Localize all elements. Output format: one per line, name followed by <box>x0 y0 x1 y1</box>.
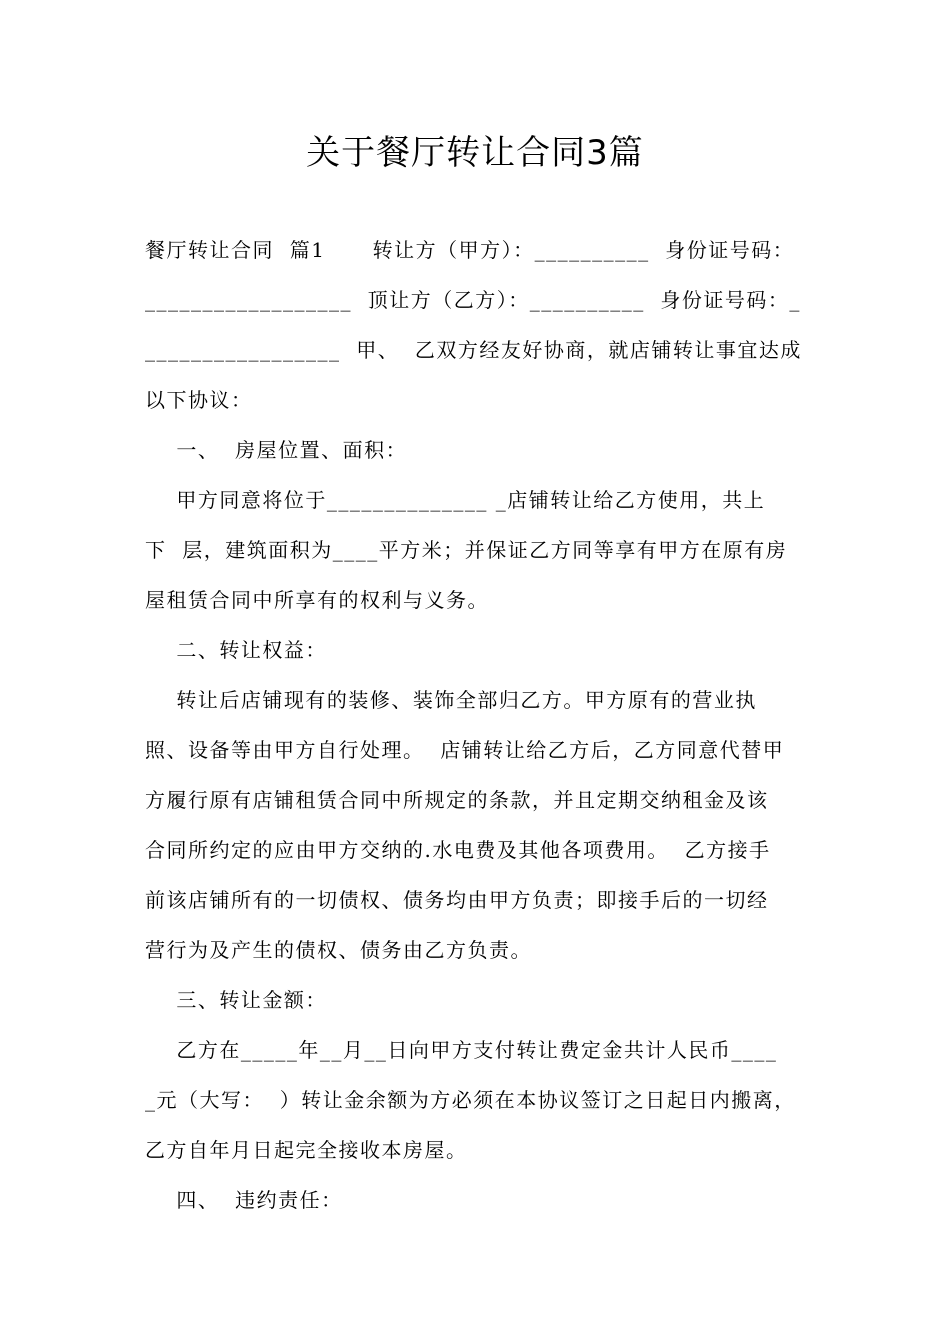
paragraph-line: 营行为及产生的债权、债务由乙方负责。 <box>145 938 532 962</box>
paragraph-line: 屋租赁合同中所享有的权利与义务。 <box>145 588 489 612</box>
section-heading: 四、 违约责任： <box>145 1188 343 1212</box>
paragraph-line: 合同所约定的应由甲方交纳的.水电费及其他各项费用。 乙方接手 <box>145 838 771 862</box>
paragraph-line: 乙方在_____年__月__日向甲方支付转让费定金共计人民币____ <box>145 1038 778 1062</box>
document-title: 关于餐厅转让合同3篇 <box>306 133 644 173</box>
paragraph-line: __________________ 顶让方（乙方）：__________ 身份证号码：_ <box>145 288 801 312</box>
paragraph-line: 照、设备等由甲方自行处理。 店铺转让给乙方后，乙方同意代替甲 <box>145 738 785 762</box>
paragraph-line: 前该店铺所有的一切债权、债务均由甲方负责；即接手后的一切经 <box>145 888 769 912</box>
paragraph-line: 方履行原有店铺租赁合同中所规定的条款，并且定期交纳租金及该 <box>145 788 769 812</box>
paragraph-line: 以下协议： <box>145 388 253 412</box>
section-heading: 一、 房屋位置、面积： <box>145 438 408 462</box>
paragraph-line: _________________ 甲、 乙双方经友好协商，就店铺转让事宜达成 <box>145 338 802 362</box>
paragraph-line: 下 层，建筑面积为____平方米；并保证乙方同等享有甲方在原有房 <box>145 538 788 562</box>
paragraph-line: _元（大写： ）转让金余额为方必须在本协议签订之日起日内搬离， <box>145 1088 796 1112</box>
paragraph-line: 转让后店铺现有的装修、装饰全部归乙方。甲方原有的营业执 <box>145 688 757 712</box>
section-heading: 三、转让金额： <box>145 988 327 1012</box>
section-heading: 二、转让权益： <box>145 638 327 662</box>
paragraph-line: 甲方同意将位于______________ _店铺转让给乙方使用，共上 <box>145 488 766 512</box>
paragraph-line: 乙方自年月日起完全接收本房屋。 <box>145 1138 468 1162</box>
paragraph-line: 餐厅转让合同 篇1 转让方（甲方）：__________ 身份证号码： <box>145 238 795 262</box>
